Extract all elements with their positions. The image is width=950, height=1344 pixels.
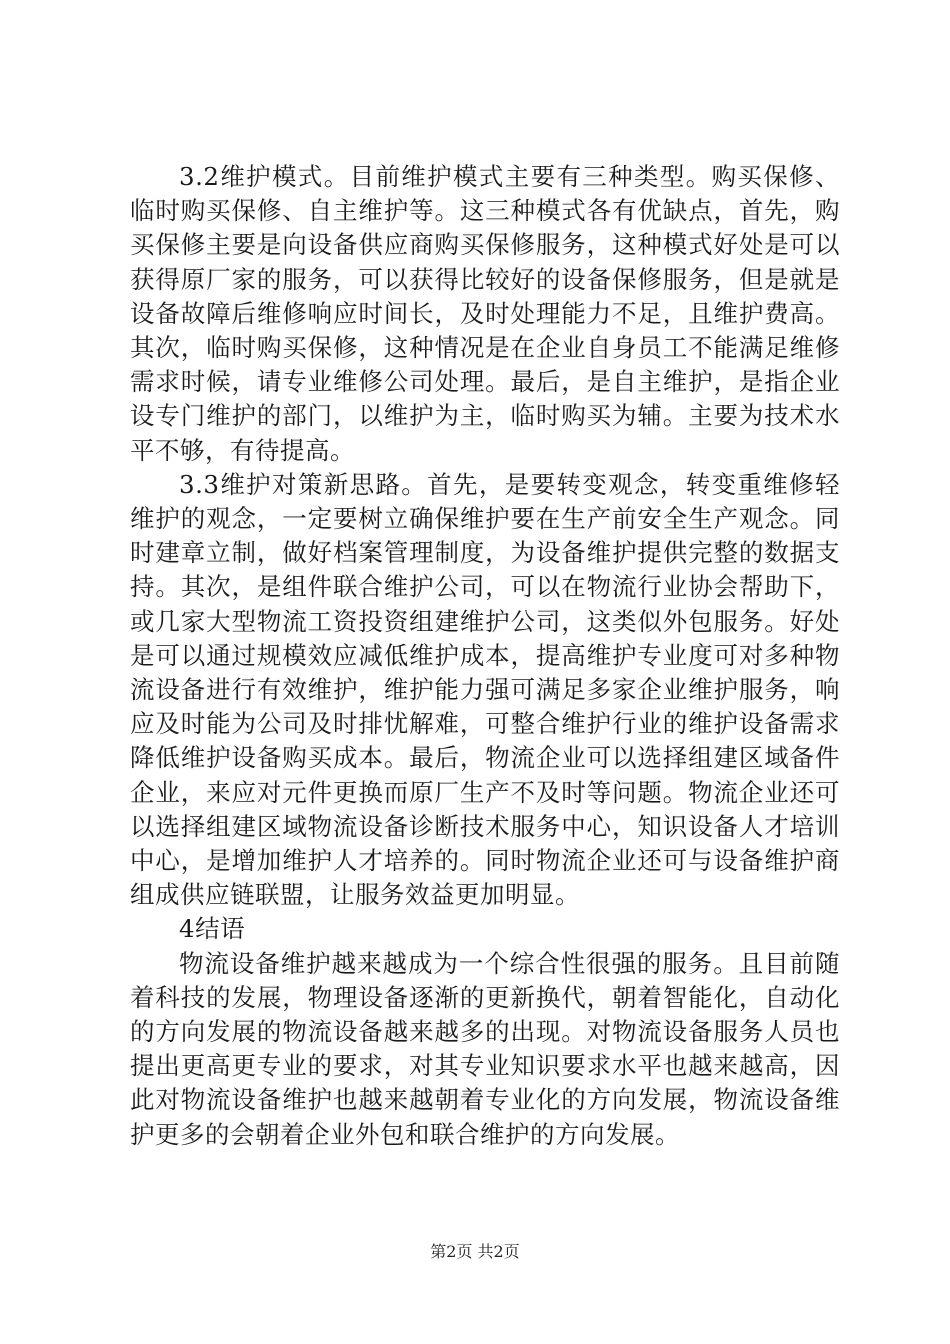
paragraph-maintenance-strategy: 3.3维护对策新思路。首先，是要转变观念，转变重维修轻维护的观念，一定要树立确保维护要在生产前安全生产观念。同时建章立制，做好档案管理制度，为设备维护提供完整的数据支持。其次，是组件联合维护公司，可以在物流行业协会帮助下，或几家大型物流工资投资组建维护公司，这类似外包服务。好处是可以通过规模效应减低维护成本，提高维护专业度可对多种物流设备进行有效维护，维护能力强可满足多家企业维护服务，响应及时能为公司及时排忧解难，可整合维护行业的维护设备需求降低维护设备购买成本。最后，物流企业可以选择组建区域备件企业，来应对元件更换而原厂生产不及时等问题。物流企业还可以选择组建区域物流设备诊断技术服务中心，知识设备人才培训中心，是增加维护人才培养的。同时物流企业还可与设备维护商组成供应链联盟，让服务效益更加明显。 [130, 469, 840, 910]
paragraph-maintenance-modes: 3.2维护模式。目前维护模式主要有三种类型。购买保修、临时购买保修、自主维护等。这三种模式各有优缺点，首先，购买保修主要是向设备供应商购买保修服务，这种模式好处是可以获得原厂家的服务，可以获得比较好的设备保修服务，但是就是设备故障后维修响应时间长，及时处理能力不足，且维护费高。其次，临时购买保修，这种情况是在企业自身员工不能满足维修需求时候，请专业维修公司处理。最后，是自主维护，是指企业设专门维护的部门，以维护为主，临时购买为辅。主要为技术水平不够，有待提高。 [130, 162, 840, 465]
document-body [130, 160, 840, 1152]
paragraph-conclusion: 物流设备维护越来越成为一个综合性很强的服务。且目前随着科技的发展，物理设备逐渐的更新换代，朝着智能化，自动化的方向发展的物流设备越来越多的出现。对物流设备服务人员也提出更高更专业的要求，对其专业知识要求水平也越来越高，因此对物流设备维护也越来越朝着专业化的方向发展，物流设备维护更多的会朝着企业外包和联合维护的方向发展。 [130, 948, 840, 1149]
page-footer: 第2页 共2页 [430, 1242, 520, 1261]
section-heading-conclusion: 4结语 [179, 914, 246, 944]
